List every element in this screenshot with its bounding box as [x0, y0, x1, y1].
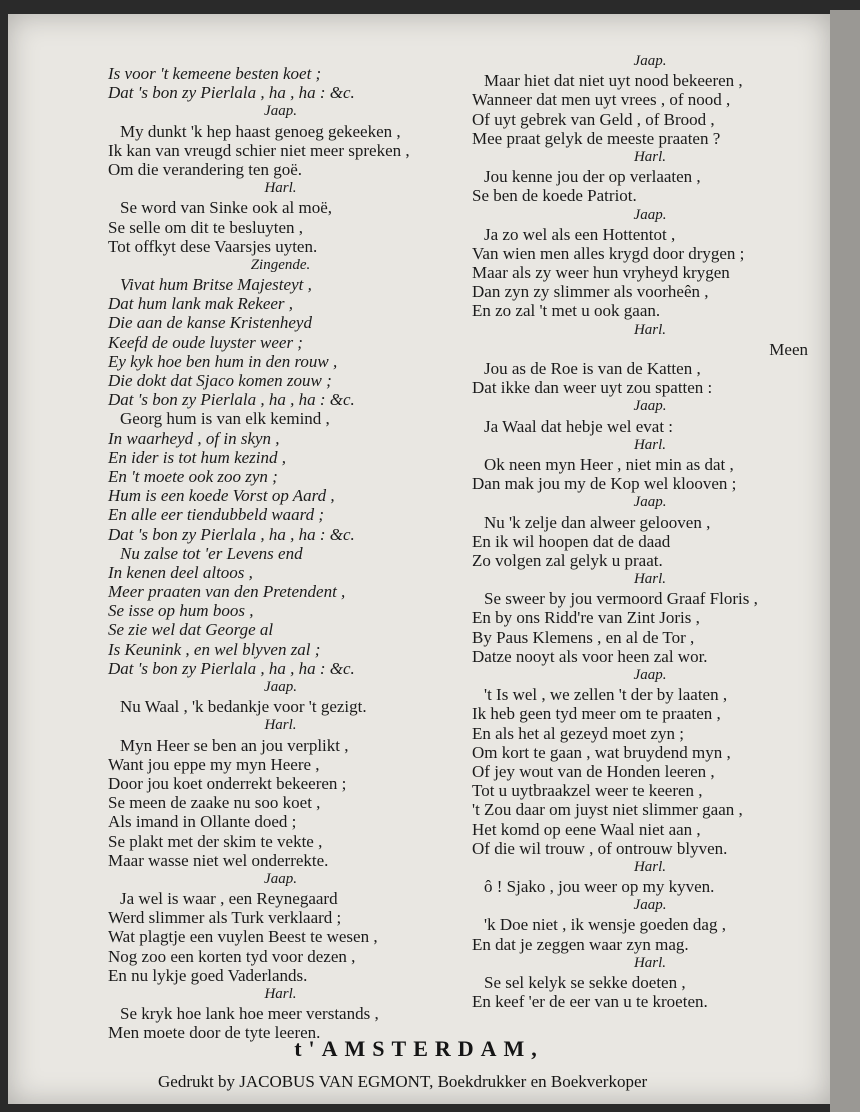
verse-line: Se ben de koede Patriot. — [472, 186, 637, 206]
verse-line: Tot offkyt dese Vaarsjes uyten. — [108, 236, 318, 256]
verse-line: In kenen deel altoos , — [108, 562, 253, 582]
verse-line: Jou as de Roe is van de Katten , — [484, 359, 701, 378]
speaker-label: Harl. — [264, 180, 297, 197]
verse-line: Is Keunink , en wel blyven zal ; — [108, 639, 321, 659]
imprint-city: t'AMSTERDAM, — [294, 1036, 544, 1061]
verse-line: En ik wil hoopen dat de daad — [472, 531, 671, 551]
verse-line: 'k Doe niet , ik wensje goeden dag , — [484, 915, 726, 935]
speaker-label: Harl. — [633, 436, 667, 453]
verse-line: Dat 's bon zy Pierlala , ha , ha : &c. — [108, 83, 355, 103]
left-column — [108, 64, 453, 1043]
speaker-label: Harl. — [633, 148, 667, 165]
right-column — [472, 52, 828, 1011]
verse-line: Meer praaten van den Pretendent , — [108, 582, 346, 602]
verse-line: Se sel kelyk se sekke doeten , — [484, 973, 686, 992]
verse-line: Of uyt gebrek van Geld , of Brood , — [472, 109, 715, 129]
verse-line: Van wien men alles krygd door drygen ; — [472, 243, 745, 263]
verse-line: Dat 's bon zy Pierlala , ha , ha : &c. — [108, 524, 355, 544]
verse-line: Maar als zy weer hun vryheyd krygen — [472, 263, 730, 283]
verse-line: By Paus Klemens , en al de Tor , — [472, 627, 695, 647]
speaker-label: Harl. — [633, 321, 667, 338]
verse-line: Om die verandering ten goë. — [108, 159, 303, 179]
verse-line: Se zie wel dat George al — [108, 620, 274, 640]
verse-line: Zo volgen zal gelyk u praat. — [472, 550, 663, 570]
verse-line: 't Is wel , we zellen 't der by laaten , — [484, 685, 728, 705]
verse-line: Datze nooyt als voor heen zal wor. — [472, 646, 708, 666]
speaker-label: Harl. — [264, 717, 297, 734]
verse-line: En zo zal 't met u ook gaan. — [472, 301, 661, 321]
verse-line: Meen — [769, 339, 808, 359]
verse-line: Maar hiet dat niet uyt nood bekeeren , — [484, 71, 743, 91]
speaker-label: Harl. — [264, 986, 297, 1002]
speaker-label: Harl. — [633, 571, 667, 588]
speaker-label: Jaap. — [633, 53, 667, 69]
verse-line: Wanneer dat men uyt vrees , of nood , — [472, 90, 731, 110]
speaker-label: Jaap. — [264, 870, 297, 887]
verse-line: Tot u uytbraakzel weer te keeren , — [472, 781, 703, 801]
speaker-label: Jaap. — [264, 679, 297, 695]
verse-line: En als het al gezeyd moet zyn ; — [472, 723, 684, 743]
verse-line: Ok neen myn Heer , niet min as dat , — [484, 454, 734, 474]
speaker-label: Jaap. — [633, 667, 667, 683]
verse-line: Ik kan van vreugd schier niet meer spreken , — [108, 140, 410, 160]
verse-line: Hum is een koede Vorst op Aard , — [108, 486, 335, 506]
speaker-label: Harl. — [633, 954, 667, 971]
verse-line: Of jey wout van de Honden leeren , — [472, 761, 715, 781]
verse-line: Maar wasse niet wel onderrekte. — [108, 850, 329, 870]
verse-line: Se kryk hoe lank hoe meer verstands , — [120, 1004, 379, 1024]
verse-line: Ja zo wel als een Hottentot , — [484, 224, 676, 244]
verse-line: En ider is tot hum kezind , — [108, 447, 287, 467]
verse-line: Dat 's bon zy Pierlala , ha , ha : &c. — [108, 658, 355, 678]
verse-line: Door jou koet onderrekt bekeeren ; — [108, 773, 347, 793]
speaker-label: Jaap. — [264, 103, 297, 120]
page-edge — [830, 10, 860, 1112]
verse-line: Het komd op eene Waal niet aan , — [472, 819, 701, 839]
verse-line: Georg hum is van elk kemind , — [120, 409, 330, 429]
verse-line: En dat je zeggen waar zyn mag. — [472, 934, 689, 954]
verse-line: En nu lykje goed Vaderlands. — [108, 965, 308, 985]
speaker-label: Harl. — [633, 858, 667, 875]
verse-line: Dan zyn zy slimmer als voorheên , — [472, 282, 709, 302]
verse-line: Ja wel is waar , een Reynegaard — [120, 889, 338, 909]
verse-line: Wat plagtje een vuylen Beest te wesen , — [108, 927, 378, 947]
verse-line: Nu Waal , 'k bedankje voor 't gezigt. — [120, 697, 367, 717]
document-page — [8, 14, 830, 1104]
verse-line: Mee praat gelyk de meeste praaten ? — [472, 128, 721, 148]
verse-line: Als imand in Ollante doed ; — [108, 812, 297, 832]
verse-line: Dat ikke dan weer uyt zou spatten : — [472, 378, 713, 398]
verse-line: Die aan de kanse Kristenheyd — [108, 313, 312, 333]
verse-line: Ja Waal dat hebje wel evat : — [484, 416, 674, 436]
verse-line: Nu zalse tot 'er Levens end — [120, 543, 303, 563]
verse-line: En by ons Ridd're van Zint Joris , — [472, 608, 700, 628]
verse-line: Dat 's bon zy Pierlala , ha , ha : &c. — [108, 390, 355, 410]
verse-line: Ey kyk hoe ben hum in den rouw , — [108, 351, 338, 371]
verse-line: Se isse op hum boos , — [108, 601, 254, 621]
verse-line: In waarheyd , of in skyn , — [108, 428, 280, 448]
verse-line: My dunkt 'k hep haast genoeg gekeeken , — [120, 121, 401, 141]
verse-line: Die dokt dat Sjaco komen zouw ; — [108, 371, 332, 390]
verse-line: Werd slimmer als Turk verklaard ; — [108, 908, 342, 928]
speaker-label: Jaap. — [633, 897, 667, 914]
verse-line: Want jou eppe my myn Heere , — [108, 754, 320, 774]
verse-line: Myn Heer se ben an jou verplikt , — [120, 735, 349, 755]
verse-line: ô ! Sjako , jou weer op my kyven. — [484, 877, 715, 897]
verse-line: Se word van Sinke ook al moë, — [120, 198, 332, 218]
verse-line: Men moete door de tyte leeren. — [108, 1023, 321, 1043]
speaker-label: Jaap. — [633, 398, 667, 415]
verse-line: Of die wil trouw , of ontrouw blyven. — [472, 838, 728, 858]
verse-line: 't Zou daar om juyst niet slimmer gaan , — [472, 800, 743, 820]
verse-line: Se selle om dit te besluyten , — [108, 217, 303, 237]
verse-line: Se meen de zaake nu soo koet , — [108, 793, 321, 813]
speaker-label: Jaap. — [633, 206, 667, 223]
verse-line: Nu 'k zelje dan alweer gelooven , — [484, 512, 711, 532]
verse-line: En keef 'er de eer van u te kroeten. — [472, 992, 708, 1012]
verse-line: Om kort te gaan , wat bruydend myn , — [472, 742, 731, 762]
verse-line: Vivat hum Britse Majesteyt , — [120, 275, 312, 295]
verse-line: En alle eer tiendubbeld waard ; — [108, 505, 325, 525]
speaker-label: Zingende. — [250, 256, 311, 273]
verse-line: Se plakt met der skim te vekte , — [108, 831, 323, 851]
verse-line: Nog zoo een korten tyd voor dezen , — [108, 946, 356, 966]
verse-line: Dan mak jou my de Kop wel klooven ; — [472, 474, 737, 494]
verse-line: Se sweer by jou vermoord Graaf Floris , — [484, 589, 758, 609]
speaker-label: Jaap. — [633, 494, 667, 511]
imprint-printer: Gedrukt by JACOBUS VAN EGMONT, Boekdrukker en Boekverkoper — [158, 1072, 648, 1091]
verse-line: En 't moete ook zoo zyn ; — [108, 466, 278, 486]
verse-line: Keefd de oude luyster weer ; — [108, 332, 303, 352]
verse-line: Dat hum lank mak Rekeer , — [108, 294, 294, 314]
verse-line: Jou kenne jou der op verlaaten , — [484, 167, 701, 187]
verse-line: Ik heb geen tyd meer om te praaten , — [472, 704, 721, 724]
verse-line: Is voor 't kemeene besten koet ; — [108, 64, 322, 83]
